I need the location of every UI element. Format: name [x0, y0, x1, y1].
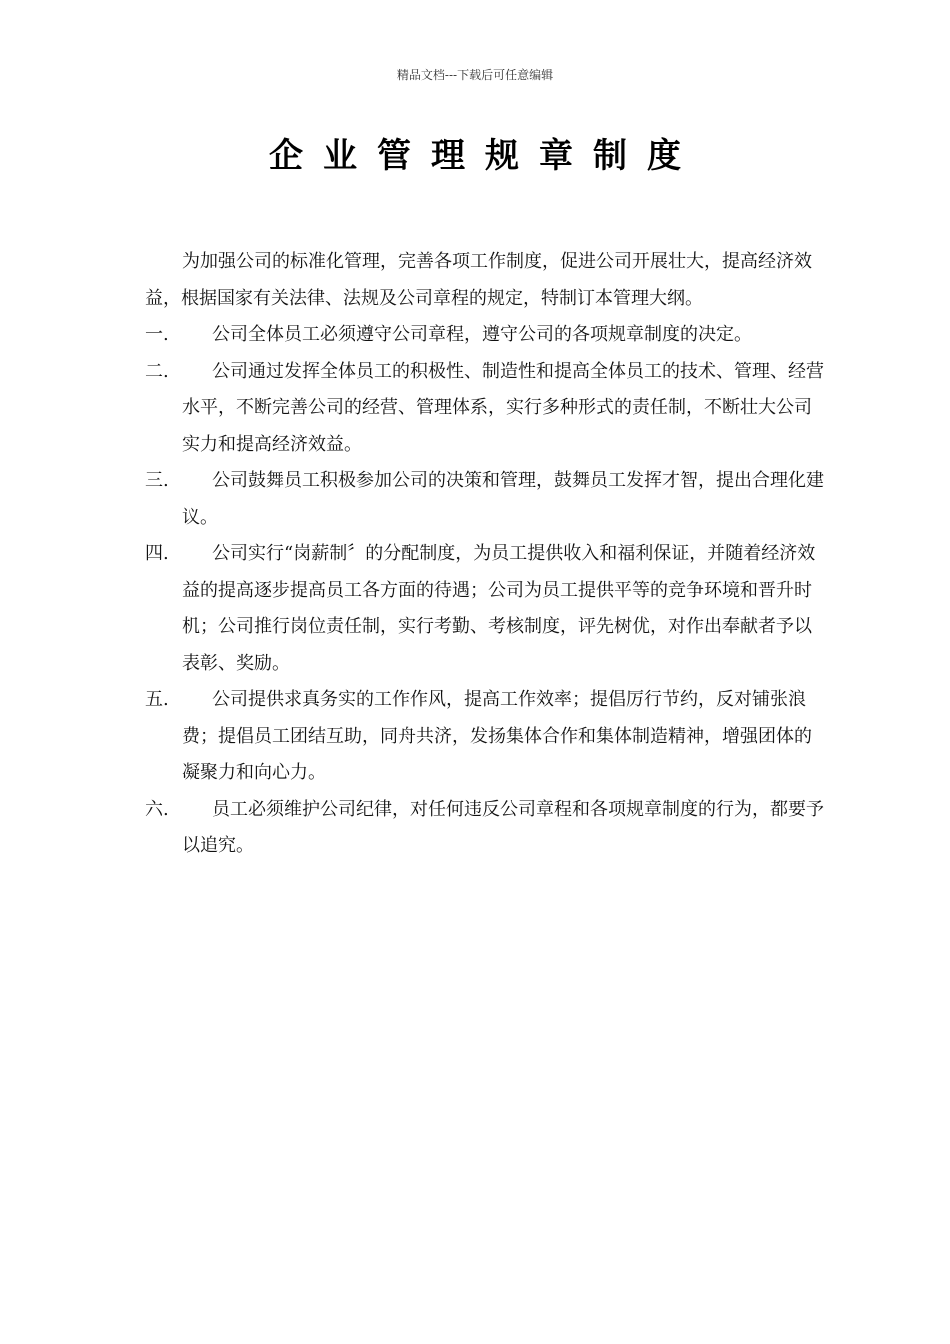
intro-paragraph: 为加强公司的标准化管理，完善各项工作制度，促进公司开展壮大，提高经济效益，根据国家有关法律、法规及公司章程的规定，特制订本管理大纲。 — [145, 251, 812, 309]
clause-text: 公司提供求真务实的工作作风，提高工作效率；提倡厉行节约，反对铺张浪费；提倡员工团结互助，同舟共济，发扬集体合作和集体制造精神，增强团体的凝聚力和向心力。 — [182, 689, 812, 783]
document-title: 企业管理规章制度 — [269, 136, 701, 176]
clause-4 — [145, 536, 825, 682]
clause-5 — [145, 682, 825, 792]
clause-number: 二. — [145, 360, 169, 382]
header-note: 精品文档---下载后可任意编辑 — [396, 68, 554, 82]
clause-text: 员工必须维护公司纪律，对任何违反公司章程和各项规章制度的行为，都要予以追究。 — [182, 798, 824, 856]
clause-3 — [145, 463, 825, 536]
clause-text: 公司鼓舞员工积极参加公司的决策和管理，鼓舞员工发挥才智，提出合理化建议。 — [182, 470, 824, 528]
clause-number: 六. — [145, 798, 169, 820]
clause-number: 五. — [145, 689, 169, 710]
clause-2 — [145, 354, 825, 464]
clause-number: 一. — [145, 324, 169, 345]
clause-6 — [145, 792, 825, 865]
clause-text: 公司通过发挥全体员工的积极性、制造性和提高全体员工的技术、管理、经营水平，不断完善公司的经营、管理体系，实行多种形式的责任制，不断壮大公司实力和提高经济效益。 — [182, 360, 824, 455]
clause-number: 三. — [145, 470, 169, 491]
document-body — [145, 244, 825, 865]
clause-text: 公司实行“岗薪制〞的分配制度，为员工提供收入和福利保证，并随着经济效益的提高逐步提高员工各方面的待遇；公司为员工提供平等的竞争环境和晋升时机；公司推行岗位责任制，实行考勤、考核制度，评先树优，对作出奉献者予以表彰、奖励。 — [182, 543, 816, 674]
clause-1 — [145, 317, 825, 354]
clause-number: 四. — [145, 543, 169, 564]
clause-text: 公司全体员工必须遵守公司章程，遵守公司的各项规章制度的决定。 — [212, 324, 752, 345]
